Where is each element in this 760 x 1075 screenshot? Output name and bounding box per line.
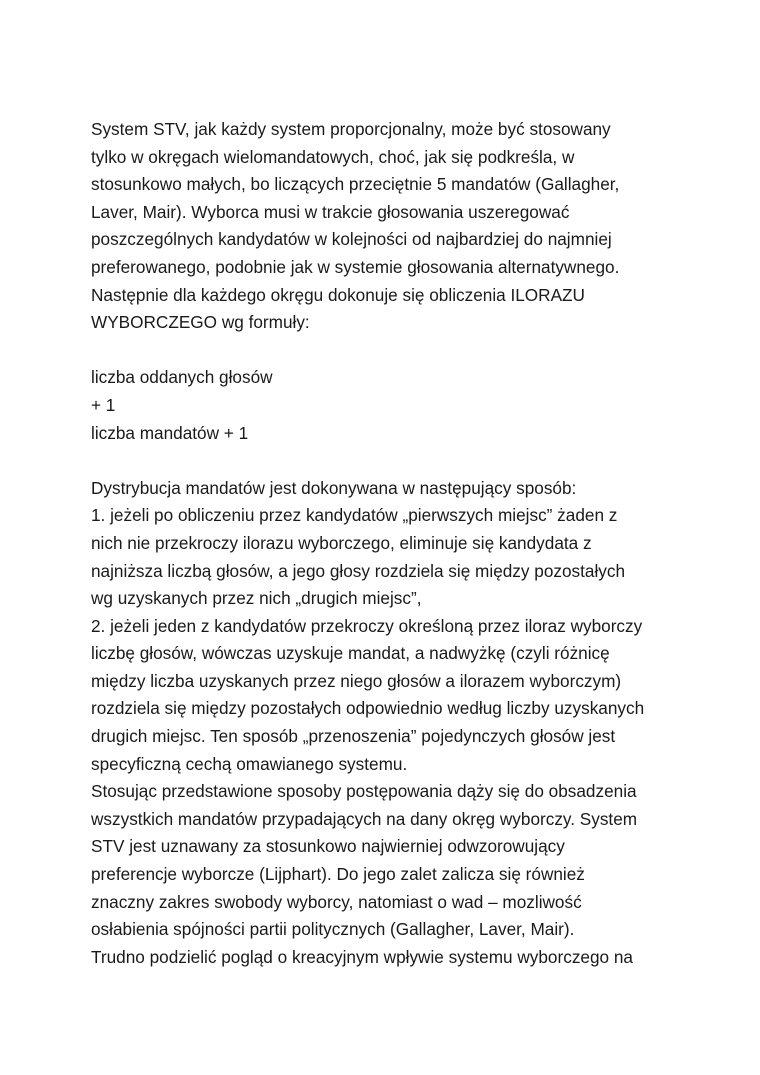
formula-block	[91, 364, 691, 447]
text-line: nich nie przekroczy ilorazu wyborczego, eliminuje się kandydata z	[91, 532, 592, 553]
text-line: znaczny zakres swobody wyborcy, natomiast o wad – mozliwość	[91, 891, 582, 912]
text-line: specyficzną cechą omawianego systemu.	[91, 753, 408, 774]
text-line: rozdziela się między pozostałych odpowiednio według liczby uzyskanych	[91, 698, 645, 719]
text-line: 2. jeżeli jeden z kandydatów przekroczy określoną przez iloraz wyborczy	[91, 615, 643, 636]
text-line: wg uzyskanych przez nich „drugich miejsc”,	[91, 588, 422, 609]
distribution-paragraph	[91, 475, 691, 972]
formula-denominator: liczba mandatów + 1	[91, 422, 249, 443]
text-line: System STV, jak każdy system proporcjonalny, może być stosowany	[91, 119, 611, 139]
text-line: drugich miejsc. Ten sposób „przenoszenia” pojedynczych głosów jest	[91, 726, 616, 747]
text-line: Laver, Mair). Wyborca musi w trakcie głosowania uszeregować	[91, 201, 570, 222]
text-line: preferowanego, podobnie jak w systemie głosowania alternatywnego.	[91, 256, 620, 277]
text-line: poszczególnych kandydatów w kolejności od najbardziej do najmniej	[91, 229, 612, 250]
text-line: najniższa liczbą głosów, a jego głosy rozdziela się między pozostałych	[91, 560, 626, 581]
formula-plus-one: + 1	[91, 394, 116, 415]
text-line: Następnie dla każdego okręgu dokonuje się obliczenia ILORAZU	[91, 284, 585, 305]
text-line: Dystrybucja mandatów jest dokonywana w następujący sposób:	[91, 477, 577, 498]
blank-line	[91, 337, 691, 365]
text-line: Trudno podzielić pogląd o kreacyjnym wpływie systemu wyborczego na	[91, 946, 633, 967]
text-line: stosunkowo małych, bo liczących przeciętnie 5 mandatów (Gallagher,	[91, 174, 620, 195]
text-line: Stosując przedstawione sposoby postępowania dąży się do obsadzenia	[91, 781, 637, 802]
text-line: 1. jeżeli po obliczeniu przez kandydatów „pierwszych miejsc” żaden z	[91, 505, 618, 526]
text-line: liczbę głosów, wówczas uzyskuje mandat, a nadwyżkę (czyli różnicę	[91, 643, 610, 664]
text-line: tylko w okręgach wielomandatowych, choć, jak się podkreśla, w	[91, 146, 575, 167]
text-line: wszystkich mandatów przypadających na dany okręg wyborczy. System	[91, 808, 638, 829]
text-line: osłabienia spójności partii politycznych (Gallagher, Laver, Mair).	[91, 919, 575, 940]
formula-numerator: liczba oddanych głosów	[91, 367, 273, 388]
document-page	[91, 116, 691, 971]
text-line: STV jest uznawany za stosunkowo najwierniej odwzorowujący	[91, 836, 565, 857]
text-line: preferencje wyborcze (Lijphart). Do jego zalet zalicza się również	[91, 864, 585, 885]
text-line: między liczba uzyskanych przez niego głosów a ilorazem wyborczym)	[91, 670, 622, 691]
blank-line	[91, 447, 691, 475]
text-line: WYBORCZEGO wg formuły:	[91, 312, 310, 333]
intro-paragraph	[91, 116, 691, 337]
